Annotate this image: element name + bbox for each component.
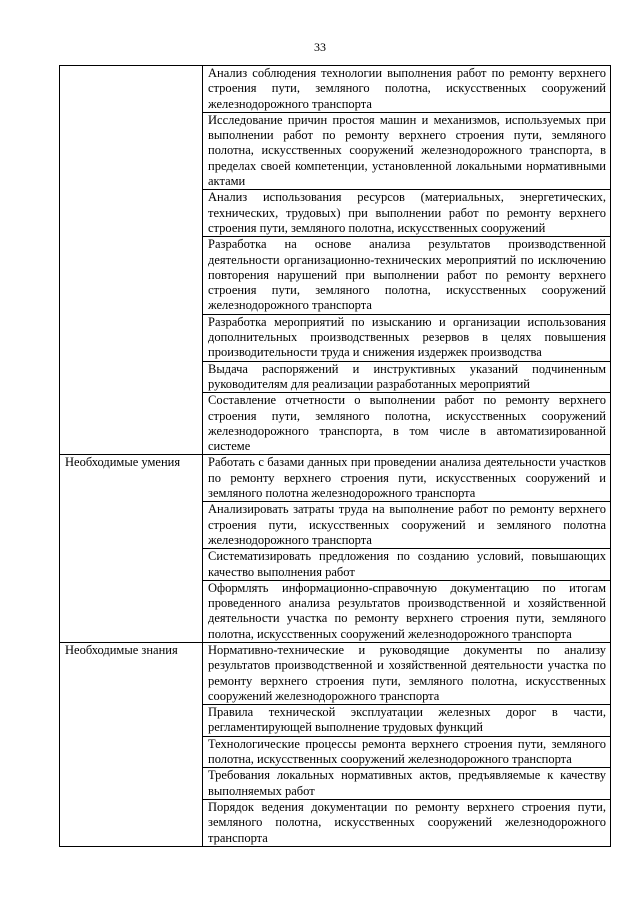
- table-cell: Исследование причин простоя машин и механизмов, используемых при выполнении работ по ремонту верхнего строения пути, земляного полотна, искусственных сооружений железнодорожного транспорта, в пределах своей компетенции, установленной локальными нормативными актами: [203, 112, 611, 189]
- section-label-skills: Необходимые умения: [60, 455, 203, 643]
- table-cell: Работать с базами данных при проведении анализа деятельности участков по ремонту верхнего строения пути, искусственных сооружений и земляного полотна железнодорожного транспорта: [203, 455, 611, 502]
- table-cell: Анализ соблюдения технологии выполнения работ по ремонту верхнего строения пути, земляного полотна, искусственных сооружений железнодорожного транспорта: [203, 66, 611, 113]
- table-cell: Правила технической эксплуатации железных дорог в части, регламентирующей выполнение трудовых функций: [203, 705, 611, 737]
- table-cell: Анализ использования ресурсов (материальных, энергетических, технических, трудовых) при выполнении работ по ремонту верхнего строения пути, земляного полотна, искусственных сооружений: [203, 190, 611, 237]
- table-row: [60, 66, 611, 113]
- section-label-knowledge: Необходимые знания: [60, 642, 203, 846]
- table-cell: Разработка на основе анализа результатов производственной деятельности организационно-технических мероприятий по исключению повторения нарушений при выполнении работ по ремонту верхнего строения пути, земляного полотна, искусственных сооружений железнодорожного транспорта: [203, 237, 611, 314]
- section-label-cell: [60, 66, 203, 455]
- table-cell: Нормативно-технические и руководящие документы по анализу результатов производственной и хозяйственной деятельности участка по ремонту верхнего строения пути, земляного полотна, искусственных сооружений железнодорожного транспорта: [203, 642, 611, 704]
- table-cell: Систематизировать предложения по созданию условий, повышающих качество выполнения работ: [203, 549, 611, 581]
- table-row: [60, 455, 611, 502]
- table-cell: Анализировать затраты труда на выполнение работ по ремонту верхнего строения пути, искусственных сооружений и земляного полотна железнодорожного транспорта: [203, 502, 611, 549]
- table-cell: Требования локальных нормативных актов, предъявляемые к качеству выполняемых работ: [203, 768, 611, 800]
- table-cell: Оформлять информационно-справочную документацию по итогам проведенного анализа результатов производственной и хозяйственной деятельности участка по ремонту верхнего строения пути, земляного полотна, искусственных сооружений железнодорожного транспорта: [203, 580, 611, 642]
- page-number: 33: [314, 40, 326, 54]
- table-cell: Выдача распоряжений и инструктивных указаний подчиненным руководителям для реализации разработанных мероприятий: [203, 361, 611, 393]
- table-cell: Технологические процессы ремонта верхнего строения пути, земляного полотна, искусственных сооружений железнодорожного транспорта: [203, 736, 611, 768]
- table-cell: Разработка мероприятий по изысканию и организации использования дополнительных производственных резервов в целях повышения производительности труда и снижения издержек производства: [203, 314, 611, 361]
- table-row: [60, 642, 611, 704]
- table-cell: Составление отчетности о выполнении работ по ремонту верхнего строения пути, земляного полотна, искусственных сооружений железнодорожного транспорта, в том числе в автоматизированной системе: [203, 393, 611, 455]
- table-cell: Порядок ведения документации по ремонту верхнего строения пути, земляного полотна, искусственных сооружений железнодорожного транспорта: [203, 799, 611, 846]
- labor-functions-table: [59, 65, 611, 847]
